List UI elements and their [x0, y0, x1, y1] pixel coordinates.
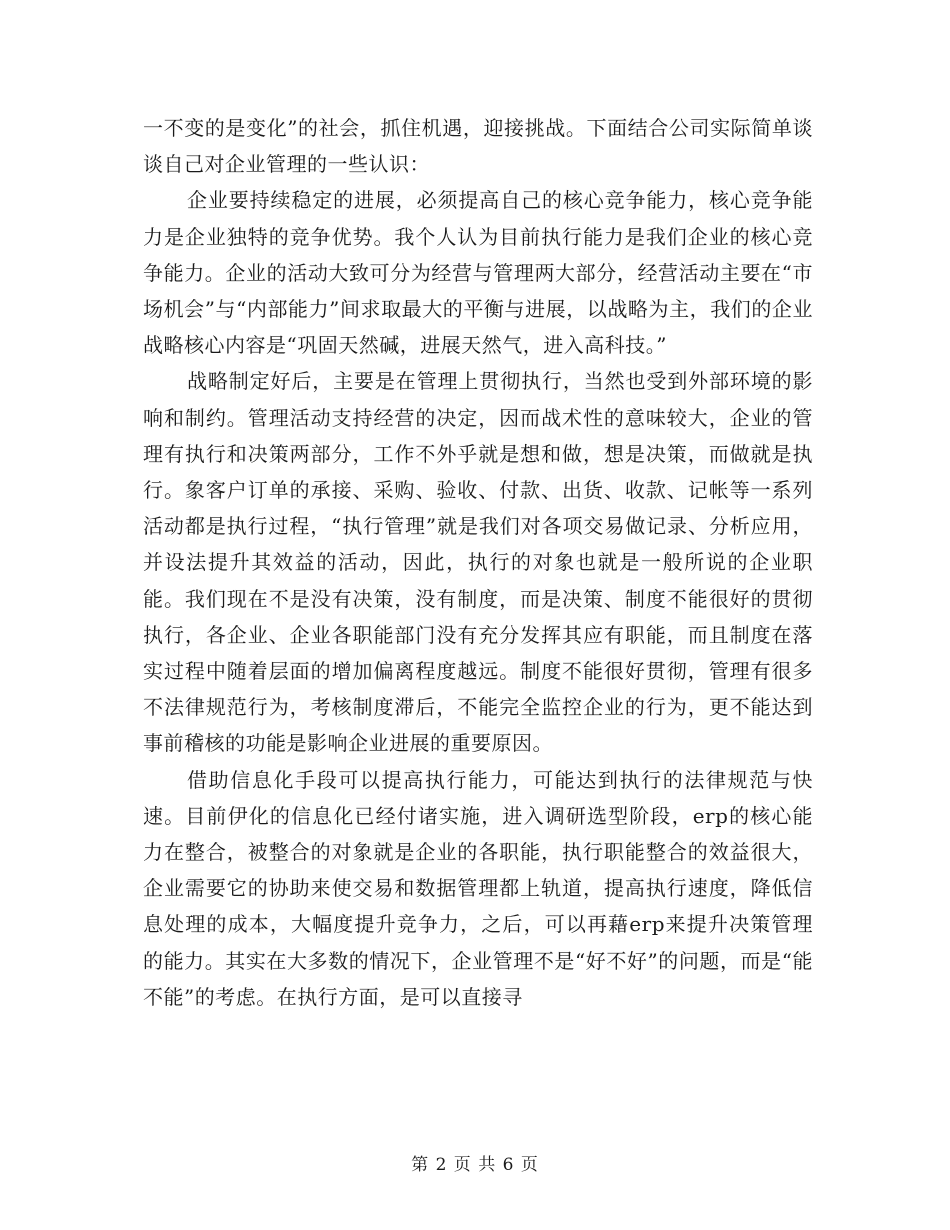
paragraph-2: 企业要持续稳定的进展，必须提高自己的核心竞争能力，核心竞争能力是企业独特的竞争优势。我个人认为目前执行能力是我们企业的核心竞争能力。企业的活动大致可分为经营与管理两大部分，经营活动主要在“市场机会”与“内部能力”间求取最大的平衡与进展，以战略为主，我们的企业战略核心内容是“巩固天然碱，进展天然气，进入高科技。”: [143, 188, 813, 358]
paragraph-3: 战略制定好后，主要是在管理上贯彻执行，当然也受到外部环境的影响和制约。管理活动支持经营的决定，因而战术性的意味较大，企业的管理有执行和决策两部分，工作不外乎就是想和做，想是决策，而做就是执行。象客户订单的承接、采购、验收、付款、出货、收款、记帐等一系列活动都是执行过程，“执行管理”就是我们对各项交易做记录、分析应用，并设法提升其效益的活动，因此，执行的对象也就是一般所说的企业职能。我们现在不是没有决策，没有制度，而是决策、制度不能很好的贯彻执行，各企业、企业各职能部门没有充分发挥其应有职能，而且制度在落实过程中随着层面的增加偏离程度越远。制度不能很好贯彻，管理有很多不法律规范行为，考核制度滞后，不能完全监控企业的行为，更不能达到事前稽核的功能是影响企业进展的重要原因。: [143, 369, 813, 756]
paragraph-1: 一不变的是变化”的社会，抓住机遇，迎接挑战。下面结合公司实际简单谈谈自己对企业管理的一些认识：: [143, 116, 813, 177]
page-number-footer: 第 2 页 共 6 页: [411, 1155, 539, 1175]
paragraph-4: 借助信息化手段可以提高执行能力，可能达到执行的法律规范与快速。目前伊化的信息化已经付诸实施，进入调研选型阶段，erp的核心能力在整合，被整合的对象就是企业的各职能，执行职能整合的效益很大，企业需要它的协助来使交易和数据管理都上轨道，提高执行速度，降低信息处理的成本，大幅度提升竞争力，之后，可以再藉erp来提升决策管理的能力。其实在大多数的情况下，企业管理不是“好不好”的问题，而是“能不能”的考虑。在执行方面，是可以直接寻: [143, 767, 813, 1009]
body-text: [143, 110, 813, 1015]
